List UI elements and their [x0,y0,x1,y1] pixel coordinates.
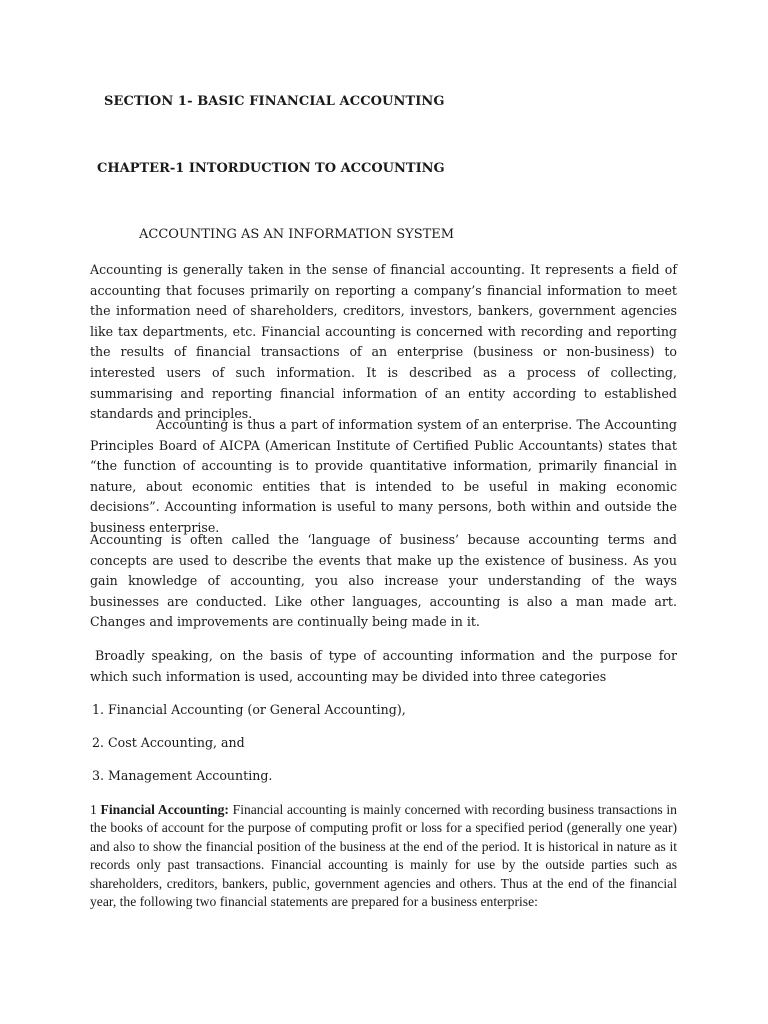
paragraph-3: Accounting is often called the ‘language of business’ because accounting terms and concepts are used to describe the events that make up the existence of business. As you gain knowledge of accounting, you also increase your understanding of the ways businesses are conducted. Like other languages, accounting is also a man made art. Changes and improvements are continually being made in it. [90,532,677,630]
paragraph-4: Broadly speaking, on the basis of type of accounting information and the purpose for which such information is used, accounting may be divided into three categories [90,648,677,684]
paragraph-financial-accounting [90,801,677,911]
list-item-financial-accounting: 1. Financial Accounting (or General Accounting), [92,702,406,717]
subheading: ACCOUNTING AS AN INFORMATION SYSTEM [139,227,455,242]
chapter-heading: CHAPTER-1 INTORDUCTION TO ACCOUNTING [97,161,445,176]
item-number: 1 [90,802,97,817]
list-item-management-accounting: 3. Management Accounting. [92,768,273,783]
paragraph-2: Accounting is thus a part of information system of an enterprise. The Accounting Principles Board of AICPA (American Institute of Certified Public Accountants) states that “the function of accounting is to provide quantitative information, primarily financial in nature, about economic entities that is intended to be useful in making economic decisions”. Accounting information is useful to many persons, both within and outside the business enterprise. [90,417,677,535]
definition-text: Financial accounting is mainly concerned with recording business transactions in the books of account for the purpose of computing profit or loss for a specified period (generally one year) and also to show the financial position of the business at the end of the period. It is historical in nature as it records only past transactions. Financial accounting is mainly for use by the outside parties such as shareholders, creditors, bankers, public, government agencies and others. Thus at the end of the financial year, the following two financial statements are prepared for a business enterprise: [90,802,677,910]
list-item-cost-accounting: 2. Cost Accounting, and [92,735,245,750]
section-heading: SECTION 1- BASIC FINANCIAL ACCOUNTING [104,94,445,109]
term-financial-accounting: Financial Accounting: [100,802,229,817]
paragraph-1: Accounting is generally taken in the sense of financial accounting. It represents a field of accounting that focuses primarily on reporting a company’s financial information to meet the information need of shareholders, creditors, investors, bankers, government agencies like tax departments, etc. Financial accounting is concerned with recording and reporting the results of financial transactions of an enterprise (business or non-business) to interested users of such information. It is described as a process of collecting, summarising and reporting financial information of an entity according to established standards and principles. [90,262,677,422]
